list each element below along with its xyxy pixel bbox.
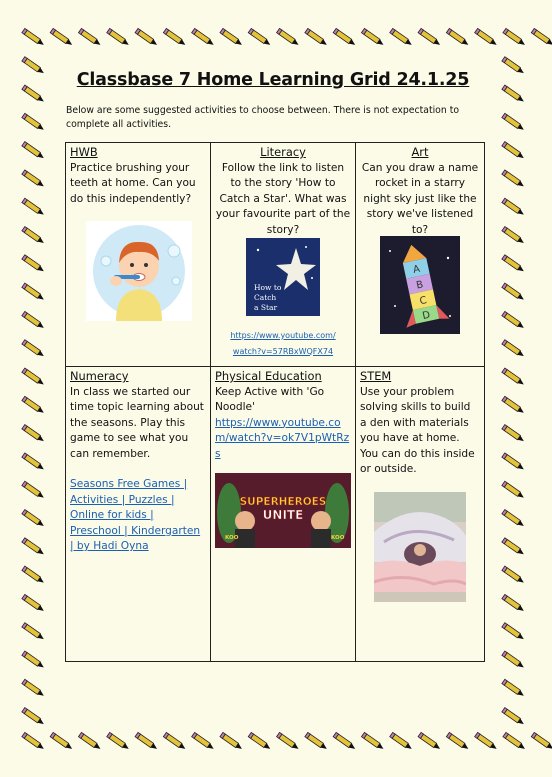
pencil-icon (22, 113, 45, 132)
tooth-brushing-illustration (86, 221, 192, 321)
literacy-video-link[interactable] (230, 331, 335, 356)
page-title: Classbase 7 Home Learning Grid 24.1.25 (76, 70, 470, 90)
pencil-icon (390, 732, 413, 751)
numeracy-game-link[interactable]: Seasons Free Games | Activities | Puzzles | Online for kids | Preschool | Kindergarten | by Hadi Oyna (70, 478, 201, 552)
pencil-icon (22, 311, 45, 330)
rocket-letter-4: D (421, 309, 432, 323)
pencil-icon (107, 28, 130, 47)
intro-text: Below are some suggested activities to choose between. There is not expectation to complete all activities. (66, 105, 460, 130)
pencil-icon (135, 732, 158, 751)
pencil-icon (22, 679, 45, 698)
pencil-icon (531, 732, 552, 751)
pencil-icon (502, 311, 525, 330)
pencil-icon (22, 340, 45, 359)
literacy-link-line2: watch?v=57RBxWQFX74 (232, 346, 334, 356)
pencil-icon (502, 481, 525, 500)
thumbnail-badge-right: KOO (331, 535, 345, 541)
pencil-icon (502, 170, 525, 189)
learning-grid (65, 142, 485, 662)
pencil-icon (446, 28, 469, 47)
pencil-icon (502, 396, 525, 415)
text-hwb: Practice brushing your teeth at home. Can you do this independently? (70, 161, 196, 205)
pencil-icon (333, 28, 356, 47)
book-cover-image (246, 238, 320, 316)
go-noodle-video-link[interactable]: https://www.youtube.com/watch?v=ok7V1pWtRzs (215, 416, 350, 460)
pencil-icon (502, 425, 525, 444)
pencil-icon (135, 28, 158, 47)
pencil-icon (22, 510, 45, 529)
cell-hwb (66, 143, 211, 367)
book-cover-title-top: How to (254, 283, 282, 292)
pencil-icon (531, 28, 552, 47)
rocket-letter-3: C (418, 295, 428, 308)
pencil-icon (50, 28, 73, 47)
pencil-icon (22, 142, 45, 161)
pencil-icon (361, 28, 384, 47)
pencil-icon (107, 732, 130, 751)
pencil-icon (305, 732, 328, 751)
pencil-icon (502, 453, 525, 472)
pencil-icon (502, 198, 525, 217)
superheroes-video-thumbnail[interactable] (215, 473, 351, 548)
text-numeracy: In class we started our time topic learning about the seasons. Play this game to see what you can remember. (70, 385, 204, 460)
pencil-icon (22, 425, 45, 444)
heading-numeracy: Numeracy (70, 369, 129, 383)
pencil-icon (502, 255, 525, 274)
text-physical-education: Keep Active with 'Go Noodle' (215, 385, 325, 413)
pencil-icon (277, 28, 300, 47)
pencil-icon (50, 732, 73, 751)
thumbnail-title-line2: UNITE (262, 508, 304, 522)
heading-hwb: HWB (70, 145, 98, 159)
pencil-icon (22, 57, 45, 76)
pencil-icon (22, 255, 45, 274)
pencil-icon (22, 566, 45, 585)
heading-art: Art (411, 145, 429, 159)
heading-physical-education: Physical Education (215, 369, 322, 383)
thumbnail-title-line1: SUPERHEROES (239, 496, 327, 508)
pencil-icon (248, 28, 271, 47)
literacy-link-line1: https://www.youtube.com/ (230, 331, 336, 340)
pencil-icon (503, 28, 526, 47)
pencil-icon (502, 142, 525, 161)
rocket-letter-1: A (412, 263, 422, 276)
pencil-icon (502, 368, 525, 387)
pencil-icon (503, 732, 526, 751)
pencil-icon (22, 708, 45, 727)
book-cover-title-bottom: a Star (254, 303, 278, 312)
heading-literacy: Literacy (260, 145, 306, 159)
pencil-icon (502, 510, 525, 529)
pencil-icon (22, 453, 45, 472)
den-building-photo (374, 492, 466, 602)
pencil-icon (163, 732, 186, 751)
pencil-icon (502, 57, 525, 76)
pencil-icon (192, 732, 215, 751)
pencil-icon (22, 198, 45, 217)
pencil-icon (22, 368, 45, 387)
text-art: Can you draw a name rocket in a starry night sky just like the story we've listened to? (361, 161, 479, 236)
pencil-icon (418, 28, 441, 47)
heading-stem: STEM (360, 369, 392, 383)
pencil-icon (78, 28, 101, 47)
pencil-icon (220, 28, 243, 47)
pencil-icon (446, 732, 469, 751)
cell-physical-education (211, 367, 356, 661)
pencil-icon (78, 732, 101, 751)
cell-art (356, 143, 484, 367)
rocket-letter-2: B (415, 279, 425, 292)
book-cover-title-mid: Catch (254, 293, 277, 302)
pencil-icon (163, 28, 186, 47)
pencil-icon (361, 732, 384, 751)
name-rocket-artwork (380, 236, 460, 334)
pencil-icon (22, 732, 45, 751)
pencil-icon (22, 28, 45, 47)
pencil-icon (22, 227, 45, 246)
cell-stem (356, 367, 484, 661)
pencil-icon (502, 113, 525, 132)
pencil-icon (475, 732, 498, 751)
pencil-icon (502, 283, 525, 302)
pencil-icon (333, 732, 356, 751)
pencil-icon (502, 566, 525, 585)
cell-literacy (211, 143, 356, 367)
pencil-icon (502, 227, 525, 246)
cell-numeracy (66, 367, 211, 661)
pencil-icon (22, 651, 45, 670)
pencil-icon (192, 28, 215, 47)
pencil-icon (418, 732, 441, 751)
pencil-icon (22, 538, 45, 557)
pencil-icon (22, 283, 45, 302)
pencil-icon (502, 623, 525, 642)
pencil-icon (22, 481, 45, 500)
pencil-icon (502, 708, 525, 727)
pencil-icon (248, 732, 271, 751)
pencil-icon (502, 594, 525, 613)
pencil-icon (502, 538, 525, 557)
text-literacy: Follow the link to listen to the story 'How to Catch a Star'. What was your favourite part of the story? (215, 161, 351, 236)
text-stem: Use your problem solving skills to build a den with materials you have at home. You can do this inside or outside. (360, 385, 475, 475)
content-area (62, 70, 492, 552)
pencil-icon (220, 732, 243, 751)
pencil-icon (277, 732, 300, 751)
pencil-icon (475, 28, 498, 47)
thumbnail-badge-left: KOO (225, 535, 239, 541)
pencil-icon (22, 623, 45, 642)
pencil-icon (502, 651, 525, 670)
pencil-icon (390, 28, 413, 47)
pencil-icon (22, 594, 45, 613)
pencil-icon (22, 85, 45, 104)
pencil-icon (305, 28, 328, 47)
pencil-icon (502, 679, 525, 698)
pencil-icon (22, 170, 45, 189)
pencil-icon (22, 396, 45, 415)
pencil-icon (502, 340, 525, 359)
pencil-icon (502, 85, 525, 104)
